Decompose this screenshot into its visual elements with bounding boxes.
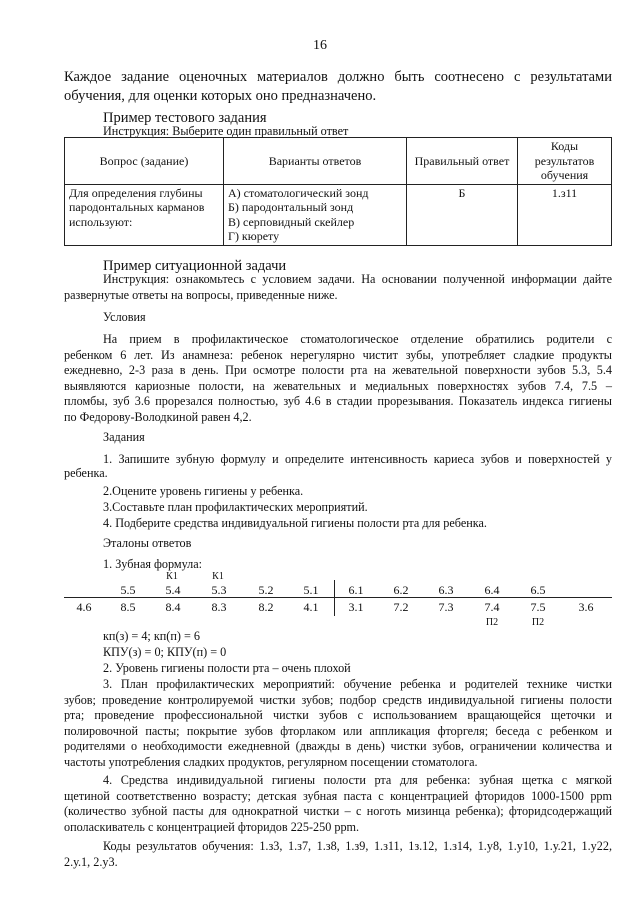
answer-cell: Б <box>407 184 518 245</box>
code-cell: 1.з11 <box>518 184 612 245</box>
tooth-upper: 6.3 <box>438 583 454 597</box>
question-line: пародонтальных карманов <box>69 200 205 214</box>
means-line: щетиной соответственно возрасту; детская зубная паста с концентрацией фторидов 1000-1500 ppm <box>64 788 612 803</box>
tooth-lower: 3.1 <box>348 600 364 614</box>
option-c: В) серповидный скейлер <box>228 214 355 229</box>
task-1-line-2: ребенка. <box>64 466 108 480</box>
formula-vertical-line <box>334 580 335 616</box>
option-d: Г) кюрету <box>228 229 280 243</box>
conditions-title: Условия <box>103 310 146 324</box>
learning-codes-line-2: 2.у.1, 2.у3. <box>64 855 118 869</box>
tooth-lower: 4.6 <box>76 600 92 614</box>
plan-line: рта; проведение профессиональной чистки зубов с использованием вращающейся щеточки и <box>64 708 612 722</box>
header-options: Варианты ответов <box>224 138 407 185</box>
tooth-lower: 8.3 <box>211 600 227 614</box>
question-line: Для определения глубины <box>69 185 203 200</box>
tooth-lower: 7.5 <box>530 600 546 614</box>
tooth-upper: 6.4 <box>484 583 500 597</box>
means-line: (количество зубной пасты для однократной чистки – с ноготь мизинца ребенка); фторидсодержащий <box>64 804 612 818</box>
tooth-lower: 3.6 <box>578 600 594 614</box>
option-b: Б) пародонтальный зонд <box>228 200 354 214</box>
plan-line: частоты употребления сладких продуктов, регулярном посещении стоматолога. <box>64 754 478 769</box>
tooth-lower: 8.4 <box>165 600 181 614</box>
plan-line: зубов; проведение контролируемой чистки зубов; подбор средств индивидуальной гигиены полости <box>64 692 612 707</box>
header-learning-codes: Коды результатов обучения <box>518 138 612 185</box>
task-2: 2.Оцените уровень гигиены у ребенка. <box>103 484 304 498</box>
tasks-title: Задания <box>103 430 145 444</box>
situational-instruction-2: развернутые ответы на вопросы, приведенные ниже. <box>64 288 338 302</box>
page-number: 16 <box>313 38 327 53</box>
hygiene-means <box>64 773 612 835</box>
intro-line-2: обучения, для оценки которых оно предназначено. <box>64 88 377 104</box>
tooth-lower: 4.1 <box>303 600 319 614</box>
hygiene-level: 2. Уровень гигиены полости рта – очень плохой <box>103 661 351 675</box>
plan-line: 3. План профилактических мероприятий: обучение ребенка и родителей технике чистки <box>103 677 612 691</box>
plan-line: родителями о необходимости ежедневной (дважды в день) чистки зубов, ограничении количества и <box>64 739 612 753</box>
answers-title: Эталоны ответов <box>103 536 192 550</box>
prevention-plan <box>64 677 612 770</box>
tooth-upper: 6.5 <box>530 583 546 597</box>
means-line: 4. Средства индивидуальной гигиены полости рта для ребенка: зубная щетка с мягкой <box>103 773 612 787</box>
tooth-lower: 8.2 <box>258 600 274 614</box>
tooth-upper: 5.5 <box>120 583 136 597</box>
formula-title: 1. Зубная формула: <box>103 557 203 571</box>
option-a: А) стоматологический зонд <box>228 185 369 200</box>
tooth-lower: 7.2 <box>393 600 409 614</box>
header-correct-answer: Правильный ответ <box>407 138 518 185</box>
task-4: 4. Подберите средства индивидуальной гигиены полости рта для ребенка. <box>103 516 487 530</box>
intro-line-1: Каждое задание оценочных материалов должно быть соотнесено с результатами <box>64 69 612 85</box>
test-example-title: Пример тестового задания <box>103 110 267 126</box>
conditions-line: ежедневно, 2-3 раза в день. При осмотре полости рта на жевательной поверхности зубов 5.3, 5.4 <box>64 363 612 377</box>
tooth-upper: 5.4 <box>165 583 181 597</box>
conditions-line: На прием в профилактическое стоматологическое отделение обратились родители с <box>103 332 612 346</box>
upper-mark: К1 <box>212 571 224 582</box>
learning-codes-line-1: Коды результатов обучения: 1.з3, 1.з7, 1.з8, 1.з9, 1.з11, 1з.12, 1.з14, 1.у8, 1.у10, 1.у.21, 1.у22, <box>103 839 612 853</box>
formula-horizontal-line <box>64 597 612 598</box>
tooth-upper: 5.3 <box>211 583 227 597</box>
tooth-upper: 5.2 <box>258 583 274 597</box>
task-1-line-1: 1. Запишите зубную формулу и определите интенсивность кариеса зубов и поверхностей у <box>103 452 612 466</box>
plan-line: полировочной пасты; покрытие зубов фторлаком или аппликация фторгеля; беседа с ребенком и <box>64 723 612 738</box>
tooth-upper: 5.1 <box>303 583 319 597</box>
kp-values: кп(з) = 4; кп(п) = 6 <box>103 629 201 643</box>
kpu-values: КПУ(з) = 0; КПУ(п) = 0 <box>103 645 227 659</box>
tooth-lower: 7.3 <box>438 600 454 614</box>
tooth-upper: 6.2 <box>393 583 409 597</box>
lower-mark: П2 <box>531 617 545 628</box>
situational-title: Пример ситуационной задачи <box>103 258 287 274</box>
lower-mark: П2 <box>485 617 499 628</box>
conditions-line: по Федорову-Володкиной равен 4,2. <box>64 409 252 424</box>
tooth-lower: 7.4 <box>484 600 500 614</box>
conditions-line: пломбы, зуб 3.6 прорезался полностью, зуб 4.6 в стадии прорезывания. Показатель индекса гигиены <box>64 394 612 408</box>
task-3: 3.Составьте план профилактических мероприятий. <box>103 500 368 514</box>
upper-mark: К1 <box>166 571 178 582</box>
header-question: Вопрос (задание) <box>65 138 224 185</box>
tooth-upper: 6.1 <box>348 583 364 597</box>
conditions-line: выявляются кариозные полости, на жевательных и медиальных поверхностях зубов 7.4, 7.5 – <box>64 378 612 393</box>
situational-instruction-1: Инструкция: ознакомьтесь с условием задачи. На основании полученной информации дайте <box>103 272 612 286</box>
tooth-lower: 8.5 <box>120 600 136 614</box>
question-line: используют: <box>69 214 133 229</box>
conditions-line: ребенком 6 лет. Из анамнеза: ребенок нерегулярно чистит зубы, употребляет сладкие продукты <box>64 347 612 362</box>
means-line: ополаскиватель с концентрацией фторидов 225-250 ppm. <box>64 819 360 834</box>
test-example-instruction: Инструкция: Выберите один правильный ответ <box>103 124 349 138</box>
